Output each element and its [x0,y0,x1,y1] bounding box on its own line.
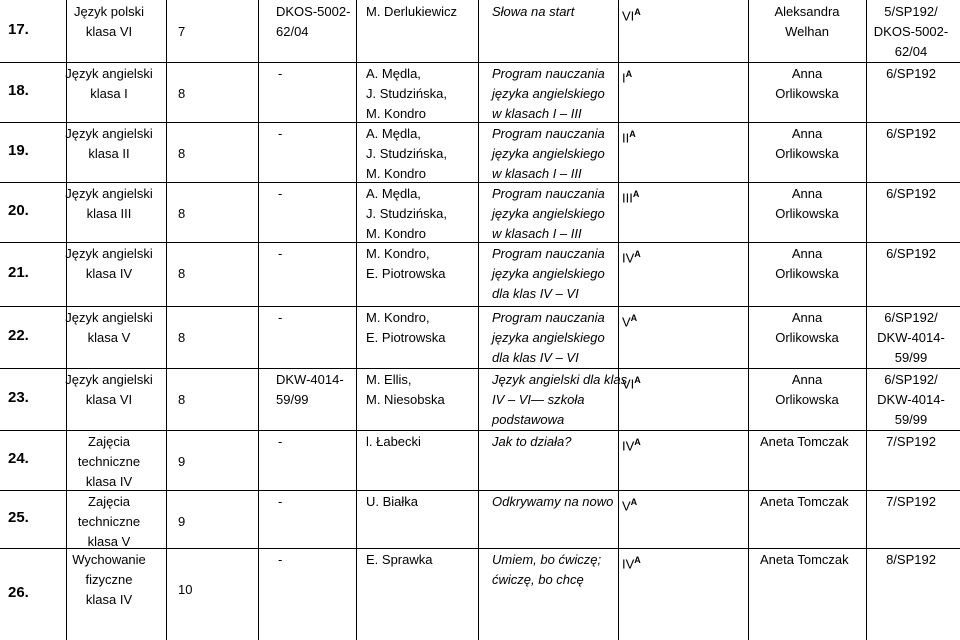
subject-line: Język angielski [65,66,153,81]
subject-line: techniczne [77,454,141,469]
row-divider [0,62,960,63]
program-number: 62/04 [276,24,309,39]
subject-line: Język angielski [65,246,153,261]
subject-line: Język angielski [65,310,153,325]
author-line: M. Kondro [366,226,426,241]
author-line: J. Studzińska, [366,206,447,221]
author-line: M. Niesobska [366,392,445,407]
column-divider [258,0,259,640]
row-divider [0,368,960,369]
subject-line: klasa V [87,534,131,549]
teacher-line: Aneta Tomczak [760,434,849,449]
class-roman: III [622,190,633,206]
approval-number: 6/SP192 [886,126,936,141]
program-number: DKOS-5002- [276,4,351,19]
subject-line: klasa VI [85,24,133,39]
title-line: Program nauczania [492,246,605,261]
class-suffix: A [630,313,638,323]
teacher-line: Anna [791,66,823,81]
row-number: 19. [8,142,29,159]
teacher-line: Anna [791,126,823,141]
title-line: języka angielskiego [492,86,605,101]
hours-value: 9 [178,514,186,529]
hours-value: 8 [178,206,186,221]
author-line: M. Kondro, [366,246,430,261]
class-suffix: A [634,437,641,447]
class-value [622,184,639,208]
teacher-line: Anna [791,310,823,325]
teacher-line: Aleksandra [774,4,840,19]
title-line: języka angielskiego [492,330,605,345]
approval-number: DKW-4014- [877,392,945,407]
title-line: Program nauczania [492,126,605,141]
subject-line: klasa VI [85,392,133,407]
class-value [622,308,637,332]
program-number: - [278,246,283,261]
teacher-line: Orlikowska [775,86,839,101]
title-line: języka angielskiego [492,266,605,281]
subject-line: Zajęcia [88,494,130,509]
program-number: 59/99 [276,392,309,407]
program-number: - [278,186,283,201]
class-suffix: A [629,129,636,139]
row-divider [0,430,960,431]
hours-value: 8 [178,330,186,345]
approval-number: 7/SP192 [886,434,936,449]
approval-number: 7/SP192 [886,494,936,509]
title-line: Umiem, bo ćwiczę; [492,552,602,567]
hours-value: 8 [178,392,186,407]
row-divider [0,122,960,123]
approval-number: 6/SP192 [886,66,936,81]
title-line: w klasach I – III [492,166,582,181]
class-suffix: A [625,69,633,79]
teacher-line: Anna [791,372,823,387]
subject-line: fizyczne [85,572,133,587]
author-line: A. Mędla, [366,186,421,201]
subject-line: klasa II [88,146,130,161]
title-line: podstawowa [492,412,565,427]
author-line: M. Kondro, [366,310,430,325]
row-number: 25. [8,509,29,526]
class-roman: VI [622,8,635,24]
teacher-line: Welhan [785,24,829,39]
title-line: Słowa na start [492,4,575,19]
approval-number: DKOS-5002- [873,24,949,39]
subject-line: Wychowanie [72,552,146,567]
approval-number: 62/04 [894,44,928,59]
class-value [622,370,641,394]
author-line: E. Piotrowska [366,330,446,345]
class-value [622,124,636,148]
column-divider [478,0,479,640]
row-divider [0,306,960,307]
class-roman: VI [622,376,635,392]
title-line: Język angielski dla klas [492,372,628,387]
subject-line: klasa IV [85,474,133,489]
approval-number: 5/SP192/ [884,4,938,19]
author-line: M. Kondro [366,166,426,181]
row-number: 21. [8,264,29,281]
approval-number: 6/SP192/ [884,372,938,387]
author-line: E. Piotrowska [366,266,446,281]
subject-line: klasa III [86,206,132,221]
hours-value: 8 [178,86,186,101]
title-line: Program nauczania [492,310,605,325]
author-line: U. Białka [366,494,419,509]
author-line: l. Łabecki [366,434,421,449]
row-number: 26. [8,584,29,601]
class-value [622,432,641,456]
subject-line: klasa IV [85,266,133,281]
row-number: 17. [8,21,29,38]
row-number: 24. [8,450,29,467]
hours-value: 8 [178,266,186,281]
subject-line: klasa IV [85,592,133,607]
author-line: M. Kondro [366,106,426,121]
row-divider [0,242,960,243]
author-line: J. Studzińska, [366,86,447,101]
program-number: - [278,494,283,509]
program-number: - [278,552,283,567]
author-line: A. Mędla, [366,66,421,81]
teacher-line: Orlikowska [775,146,839,161]
author-line: J. Studzińska, [366,146,447,161]
class-value [622,2,641,26]
teacher-line: Anna [791,246,823,261]
hours-value: 7 [178,24,186,39]
teacher-line: Orlikowska [775,392,839,407]
class-value [622,244,641,268]
class-value [622,492,637,516]
program-number: - [278,126,283,141]
subject-line: techniczne [77,514,141,529]
column-divider [166,0,167,640]
class-roman: I [622,70,626,86]
subject-line: Język angielski [65,126,153,141]
title-line: Program nauczania [492,66,605,81]
class-value [622,550,641,574]
class-roman: IV [622,250,635,266]
program-number: DKW-4014- [276,372,344,387]
title-line: w klasach I – III [492,106,582,121]
row-number: 22. [8,327,29,344]
approval-number: 59/99 [894,350,928,365]
teacher-line: Orlikowska [775,206,839,221]
class-suffix: A [634,375,641,385]
title-line: dla klas IV – VI [492,286,579,301]
subject-line: Język angielski [65,372,153,387]
title-line: języka angielskiego [492,206,605,221]
hours-value: 10 [178,582,193,597]
class-suffix: A [632,189,640,199]
title-line: Program nauczania [492,186,605,201]
title-line: w klasach I – III [492,226,582,241]
subject-line: Język polski [73,4,145,19]
teacher-line: Aneta Tomczak [760,494,849,509]
title-line: IV – VI— szkoła [492,392,585,407]
title-line: Odkrywamy na nowo [492,494,614,509]
approval-number: 59/99 [894,412,928,427]
title-line: dla klas IV – VI [492,350,579,365]
hours-value: 9 [178,454,186,469]
row-number: 23. [8,389,29,406]
teacher-line: Orlikowska [775,330,839,345]
title-line: języka angielskiego [492,146,605,161]
author-line: E. Sprawka [366,552,433,567]
author-line: A. Mędla, [366,126,421,141]
program-number: - [278,66,283,81]
title-line: ćwiczę, bo chcę [492,572,584,587]
approval-number: 8/SP192 [886,552,936,567]
class-suffix: A [630,497,638,507]
class-roman: V [622,498,631,514]
class-value [622,64,632,88]
class-suffix: A [634,7,641,17]
subject-line: klasa I [90,86,128,101]
class-suffix: A [634,555,641,565]
teacher-line: Aneta Tomczak [760,552,849,567]
row-divider [0,182,960,183]
row-number: 18. [8,82,29,99]
class-roman: V [622,314,631,330]
subject-line: klasa V [87,330,131,345]
approval-number: 6/SP192 [886,186,936,201]
teacher-line: Orlikowska [775,266,839,281]
hours-value: 8 [178,146,186,161]
row-number: 20. [8,202,29,219]
program-number: - [278,310,283,325]
approval-number: 6/SP192/ [884,310,938,325]
subject-line: Język angielski [65,186,153,201]
author-line: M. Ellis, [366,372,412,387]
class-roman: II [622,130,630,146]
teacher-line: Anna [791,186,823,201]
author-line: M. Derlukiewicz [366,4,458,19]
class-suffix: A [634,249,641,259]
class-roman: IV [622,438,635,454]
subject-line: Zajęcia [88,434,130,449]
class-roman: IV [622,556,635,572]
approval-number: DKW-4014- [877,330,945,345]
title-line: Jak to działa? [492,434,572,449]
approval-number: 6/SP192 [886,246,936,261]
program-number: - [278,434,283,449]
